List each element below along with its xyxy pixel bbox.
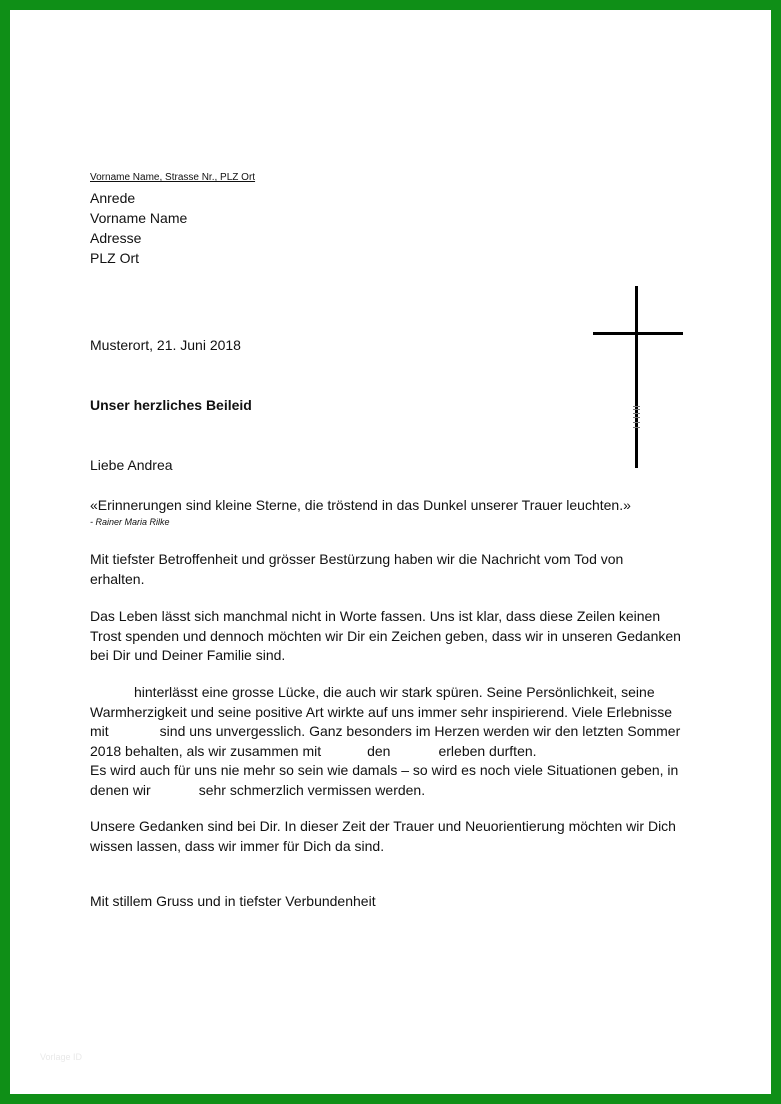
line-segment: 2018 behalten, als wir zusammen mit bbox=[90, 742, 322, 759]
address-name: Vorname Name bbox=[90, 210, 188, 226]
paragraph-line: wissen lassen, dass wir immer für Dich da sind. bbox=[90, 837, 385, 854]
watermark: Vorlage ID bbox=[40, 1052, 83, 1062]
paragraph-line: Warmherzigkeit und seine positive Art wirkte auf uns immer sehr inspirierend. Viele Erlebnisse bbox=[90, 703, 673, 720]
line-segment: sehr schmerzlich vermissen werden. bbox=[198, 781, 426, 798]
line-segment: mit bbox=[90, 723, 109, 739]
paragraph-line: Es wird auch für uns nie mehr so sein wie damals – so wird es noch viele Situationen geben, in bbox=[90, 762, 679, 778]
letter-subject: Unser herzliches Beileid bbox=[90, 397, 252, 413]
address-city: PLZ Ort bbox=[90, 250, 140, 266]
cross-vertical-bar bbox=[635, 286, 638, 468]
paragraph-line bbox=[90, 742, 730, 762]
quote-text: «Erinnerungen sind kleine Sterne, die tröstend in das Dunkel unserer Trauer leuchten.» bbox=[90, 497, 631, 513]
letter-closing: Mit stillem Gruss und in tiefster Verbundenheit bbox=[90, 893, 376, 909]
letter-page bbox=[10, 10, 771, 1094]
paragraph-support bbox=[90, 817, 730, 856]
paragraph-comfort bbox=[90, 607, 730, 666]
address-street: Adresse bbox=[90, 230, 142, 246]
quote-author: - Rainer Maria Rilke bbox=[90, 517, 170, 527]
letter-greeting: Liebe Andrea bbox=[90, 457, 173, 473]
line-segment: den bbox=[367, 742, 391, 759]
cross-horizontal-bar bbox=[593, 332, 683, 335]
paragraph-line: Trost spenden und dennoch möchten wir Dir ein Zeichen geben, dass wir in unseren Gedanken bbox=[90, 627, 681, 644]
cross-icon bbox=[593, 286, 683, 468]
recipient-address bbox=[90, 188, 187, 268]
line-segment: sind uns unvergesslich. Ganz besonders im Herzen werden wir den letzten Sommer bbox=[159, 723, 681, 739]
paragraph-line bbox=[90, 781, 730, 801]
cross-detail-mark bbox=[632, 406, 641, 430]
paragraph-condolence bbox=[90, 550, 730, 589]
address-salutation: Anrede bbox=[90, 190, 136, 206]
paragraph-line: erhalten. bbox=[90, 570, 145, 587]
paragraph-line bbox=[90, 722, 730, 742]
letter-date: Musterort, 21. Juni 2018 bbox=[90, 337, 241, 353]
paragraph-memories bbox=[90, 683, 730, 800]
line-segment: erleben durften. bbox=[438, 742, 537, 759]
sender-line: Vorname Name, Strasse Nr., PLZ Ort bbox=[90, 172, 256, 183]
line-segment: denen wir bbox=[90, 781, 151, 798]
paragraph-line: bei Dir und Deiner Familie sind. bbox=[90, 647, 286, 663]
paragraph-line: hinterlässt eine grosse Lücke, die auch wir stark spüren. Seine Persönlichkeit, seine bbox=[134, 684, 655, 700]
paragraph-line: Unsere Gedanken sind bei Dir. In dieser Zeit der Trauer und Neuorientierung möchten wir Dich bbox=[90, 818, 676, 834]
paragraph-line: Mit tiefster Betroffenheit und grösser Bestürzung haben wir die Nachricht vom Tod von bbox=[90, 551, 624, 567]
paragraph-line: Das Leben lässt sich manchmal nicht in Worte fassen. Uns ist klar, dass diese Zeilen keinen bbox=[90, 608, 661, 624]
